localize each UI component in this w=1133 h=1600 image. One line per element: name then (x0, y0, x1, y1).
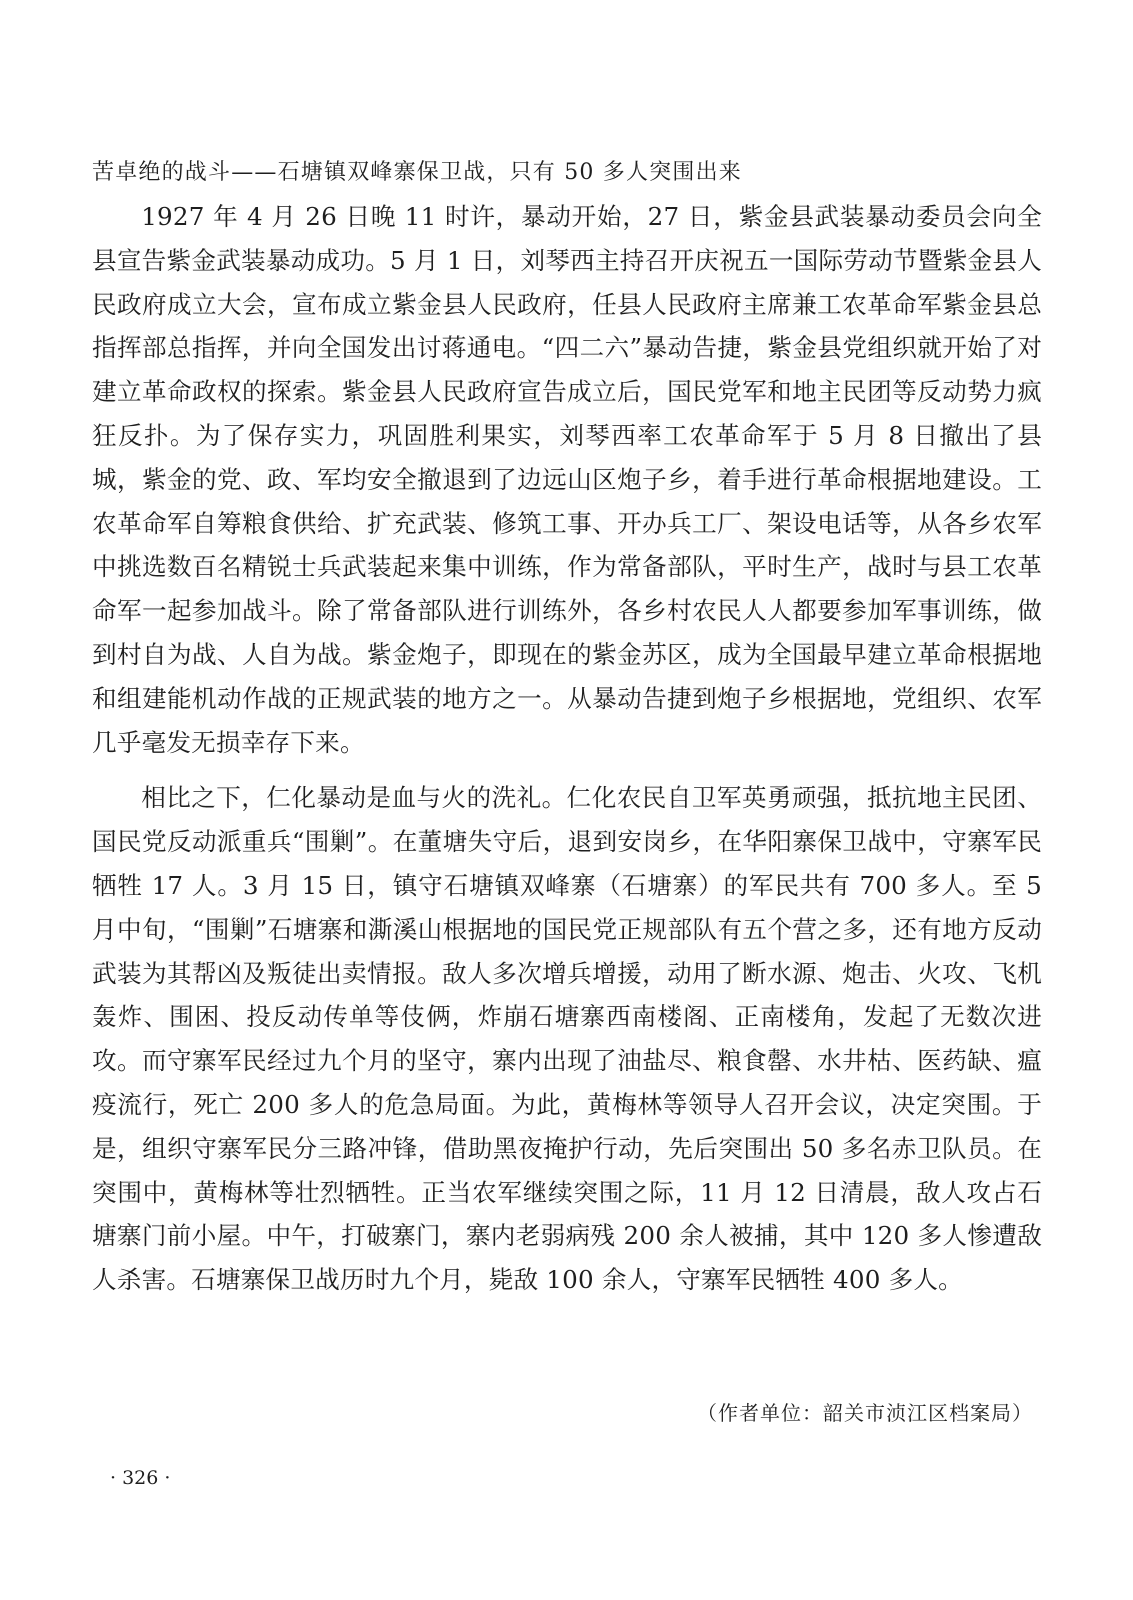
paragraph-2: 相比之下，仁化暴动是血与火的洗礼。仁化农民自卫军英勇顽强，抵抗地主民团、国民党反动派重兵“围剿”。在董塘失守后，退到安岗乡，在华阳寨保卫战中，守寨军民牺牲 17 人。3 月 15 日，镇守石塘镇双峰寨（石塘寨）的军民共有 700 多人。至 5 月中旬，“围剿”石塘寨和澌溪山根据地的国民党正规部队有五个营之多，还有地方反动武装为其帮凶及叛徒出卖情报。敌人多次增兵增援，动用了断水源、炮击、火攻、飞机轰炸、围困、投反动传单等伎俩，炸崩石塘寨西南楼阁、正南楼角，发起了无数次进攻。而守寨军民经过九个月的坚守，寨内出现了油盐尽、粮食罄、水井枯、医药缺、瘟疫流行，死亡 200 多人的危急局面。为此，黄梅林等领导人召开会议，决定突围。于是，组织守寨军民分三路冲锋，借助黑夜掩护行动，先后突围出 50 多名赤卫队员。在突围中，黄梅林等壮烈牺牲。正当农军继续突围之际，11 月 12 日清晨，敌人攻占石塘寨门前小屋。中午，打破寨门，寨内老弱病残 200 余人被捕，其中 120 多人惨遭敌人杀害。石塘寨保卫战历时九个月，毙敌 100 余人，守寨军民牺牲 400 多人。 (92, 783, 1042, 1295)
paragraph-1: 1927 年 4 月 26 日晚 11 时许，暴动开始，27 日，紫金县武装暴动委员会向全县宣告紫金武装暴动成功。5 月 1 日，刘琴西主持召开庆祝五一国际劳动节暨紫金县人民政府成立大会，宣布成立紫金县人民政府，任县人民政府主席兼工农革命军紫金县总指挥部总指挥，并向全国发出讨蒋通电。“四二六”暴动告捷，紫金县党组织就开始了对建立革命政权的探索。紫金县人民政府宣告成立后，国民党军和地主民团等反动势力疯狂反扑。为了保存实力，巩固胜利果实，刘琴西率工农革命军于 5 月 8 日撤出了县城，紫金的党、政、军均安全撤退到了边远山区炮子乡，着手进行革命根据地建设。工农革命军自筹粮食供给、扩充武装、修筑工事、开办兵工厂、架设电话等，从各乡农军中挑选数百名精锐士兵武装起来集中训练，作为常备部队，平时生产，战时与县工农革命军一起参加战斗。除了常备部队进行训练外，各乡村农民人人都要参加军事训练，做到村自为战、人自为战。紫金炮子，即现在的紫金苏区，成为全国最早建立革命根据地和组建能机动作战的正规武装的地方之一。从暴动告捷到炮子乡根据地，党组织、农军几乎毫发无损幸存下来。 (92, 202, 1042, 757)
article-body (92, 151, 1042, 1302)
author-affiliation: （作者单位：韶关市浈江区档案局） (697, 1401, 1033, 1425)
section-subtitle: 苦卓绝的战斗——石塘镇双峰寨保卫战，只有 50 多人突围出来 (92, 160, 742, 185)
page-number: · 326 · (110, 1467, 171, 1489)
